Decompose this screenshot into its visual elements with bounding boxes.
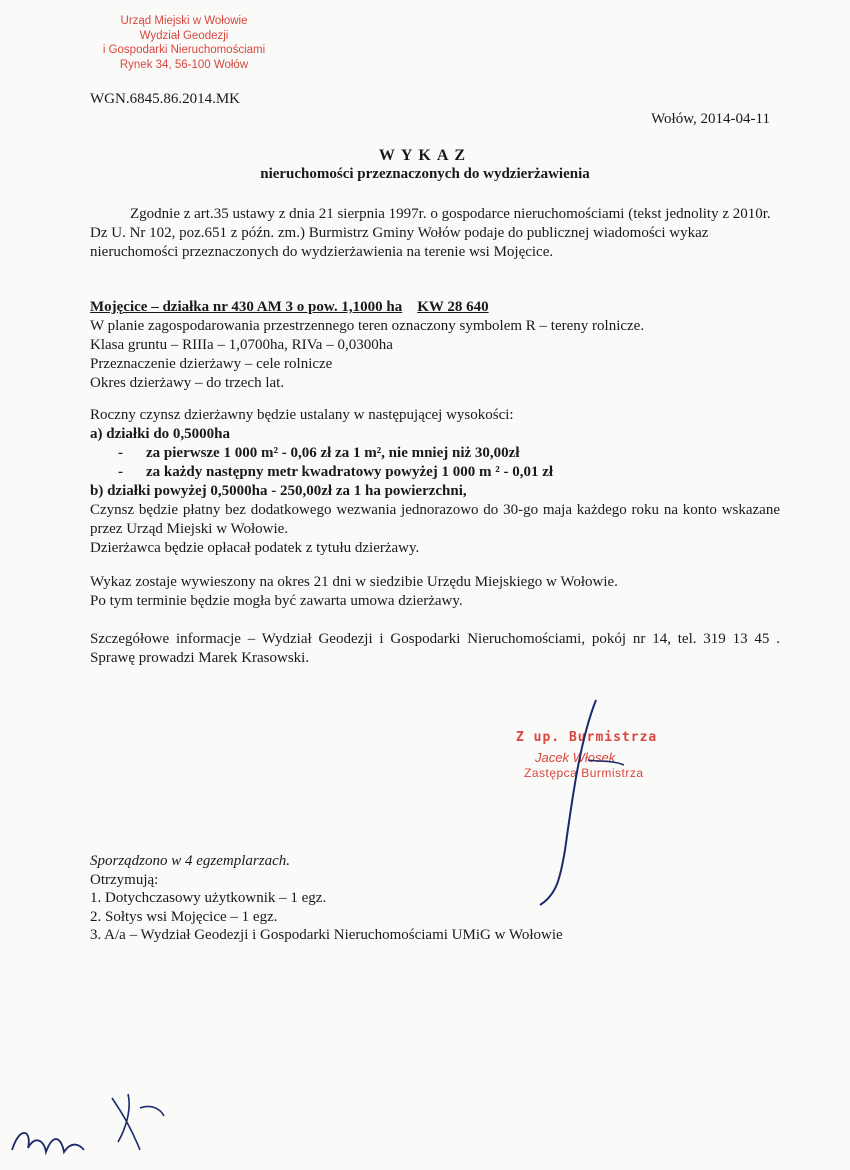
zoning-plan: W planie zagospodarowania przestrzennego teren oznaczony symbolem R – tereny rolnicze. <box>90 318 645 334</box>
document-title: WYKAZ <box>378 147 472 164</box>
soil-class: Klasa gruntu – RIIIa – 1,0700ha, RIVa – 0,0300ha <box>90 337 393 353</box>
rent-option-b: b) działki powyżej 0,5000ha - 250,00zł za 1 ha powierzchni, <box>90 483 467 499</box>
signatory-role: Zastępca Burmistrza <box>524 766 644 780</box>
rent-option-a: a) działki do 0,5000ha <box>90 426 231 442</box>
rent-intro: Roczny czynsz dzierżawny będzie ustalany w następującej wysokości: <box>90 407 514 423</box>
rent-a-item-2: - za każdy następny metr kwadratowy powyżej 1 000 m ² - 0,01 zł <box>118 464 554 480</box>
document-date: Wołów, 2014-04-11 <box>651 111 770 127</box>
signatory-name: Jacek Włosek <box>535 750 616 765</box>
stamp-line-2: Wydział Geodezji <box>139 29 229 42</box>
recipient-item: 1. Dotychczasowy użytkownik – 1 egz. <box>90 890 327 906</box>
contact-info: Szczegółowe informacje – Wydział Geodezji i Gospodarki Nieruchomościami, pokój nr 14, tel. 319 13 45 . Sprawę prowadzi Marek Krasowski. <box>90 631 780 666</box>
land-register-number: KW 28 640 <box>417 299 489 315</box>
footer <box>90 852 563 945</box>
stamp-line-4: Rynek 34, 56-100 Wołów <box>119 58 249 71</box>
copies-note: Sporządzono w 4 egzemplarzach. <box>90 853 291 869</box>
recipient-item: 2. Sołtys wsi Mojęcice – 1 egz. <box>90 908 278 925</box>
recipient-item: 3. A/a – Wydział Geodezji i Gospodarki Nieruchomościami UMiG w Wołowie <box>90 927 563 943</box>
tax-note: Dzierżawca będzie opłacał podatek z tytułu dzierżawy. <box>90 540 420 556</box>
signature-stamp-header: Z up. Burmistrza <box>516 730 658 745</box>
notice-line-2: Po tym terminie będzie mogła być zawarta umowa dzierżawy. <box>90 593 463 609</box>
lease-purpose: Przeznaczenie dzierżawy – cele rolnicze <box>90 356 333 372</box>
stamp-line-1: Urząd Miejski w Wołowie <box>120 15 248 27</box>
dash-marker: - <box>118 445 123 461</box>
notice-line-1: Wykaz zostaje wywieszony na okres 21 dni w siedzibie Urzędu Miejskiego w Wołowie. <box>90 574 618 590</box>
intro-paragraph: Zgodnie z art.35 ustawy z dnia 21 sierpnia 1997r. o gospodarce nieruchomościami (tekst jednolity z 2010r. Dz U. Nr 102, poz.651 z późn. zm.) Burmistrz Gminy Wołów podaje do publicznej wiadomości wykaz nieruchomości przeznaczonych do wydzierżawienia na terenie wsi Mojęcice. <box>90 206 771 260</box>
dash-marker: - <box>118 464 123 480</box>
document-subtitle: nieruchomości przeznaczonych do wydzierżawienia <box>260 166 590 182</box>
rent-section <box>90 406 780 558</box>
initials-stroke <box>12 1133 84 1152</box>
property-section <box>90 298 780 393</box>
office-stamp <box>84 14 284 72</box>
lease-period: Okres dzierżawy – do trzech lat. <box>90 375 285 391</box>
stamp-line-3: i Gospodarki Nieruchomościami <box>102 44 266 56</box>
initials-stroke <box>112 1094 164 1150</box>
recipients-label: Otrzymują: <box>90 871 159 888</box>
payment-terms: Czynsz będzie płatny bez dodatkowego wezwania jednorazowo do 30-go maja każdego roku na konto wskazane przez Urząd Miejski w Wołowie. <box>90 502 780 537</box>
property-heading: Mojęcice – działka nr 430 AM 3 o pow. 1,1000 ha <box>90 299 403 315</box>
rent-a-item-1: - za pierwsze 1 000 m² - 0,06 zł za 1 m², nie mniej niż 30,00zł <box>118 445 520 461</box>
property-heading-line <box>90 298 780 317</box>
reference-number: WGN.6845.86.2014.MK <box>90 91 240 107</box>
notice-section <box>90 573 780 611</box>
